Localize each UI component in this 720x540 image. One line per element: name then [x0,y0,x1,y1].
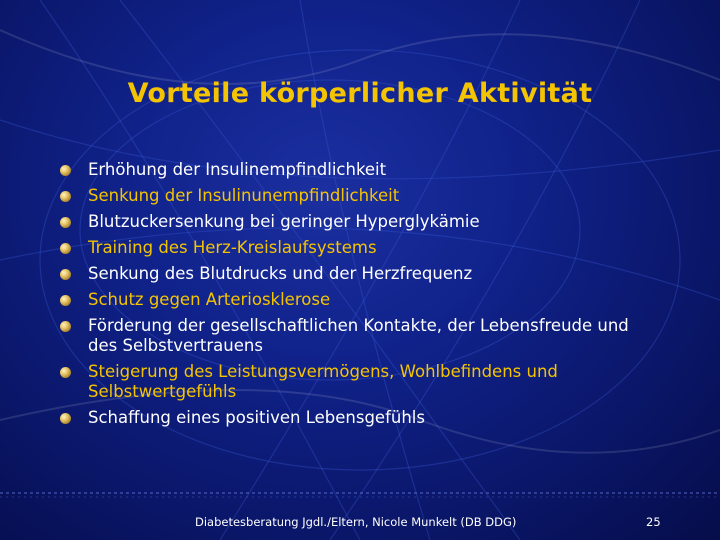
bullet-text: Senkung der Insulinunempfindlichkeit [88,186,400,205]
bullet-item [60,186,660,206]
footer-text: Diabetesberatung Jgdl./Eltern, Nicole Munkelt (DB DDG) [195,515,517,529]
bullet-item [60,160,660,180]
bullet-item [60,290,660,310]
sphere-bullet-icon [60,217,71,228]
sphere-bullet-icon [60,243,71,254]
sphere-bullet-icon [60,191,71,202]
bullet-item [60,408,660,428]
bullet-text: Förderung der gesellschaftlichen Kontakte, der Lebensfreude und des Selbstvertrauens [88,316,629,355]
page-number: 25 [646,515,661,529]
bullet-text: Senkung des Blutdrucks und der Herzfrequenz [88,264,473,283]
bullet-text: Schutz gegen Arteriosklerose [88,290,331,309]
bullet-text: Steigerung des Leistungsvermögens, Wohlbefindens und Selbstwertgefühls [88,362,558,401]
bullet-list [60,160,660,434]
sphere-bullet-icon [60,367,71,378]
bullet-text: Schaffung eines positiven Lebensgefühls [88,408,425,427]
bullet-item [60,316,660,356]
sphere-bullet-icon [60,165,71,176]
sphere-bullet-icon [60,413,71,424]
sphere-bullet-icon [60,295,71,306]
bullet-text: Training des Herz-Kreislaufsystems [88,238,377,257]
bullet-item [60,264,660,284]
bullet-text: Blutzuckersenkung bei geringer Hyperglykämie [88,212,480,231]
bullet-text: Erhöhung der Insulinempfindlichkeit [88,160,387,179]
slide-title: Vorteile körperlicher Aktivität [127,78,593,109]
sphere-bullet-icon [60,321,71,332]
bullet-item [60,238,660,258]
bullet-item [60,362,660,402]
bullet-item [60,212,660,232]
sphere-bullet-icon [60,269,71,280]
